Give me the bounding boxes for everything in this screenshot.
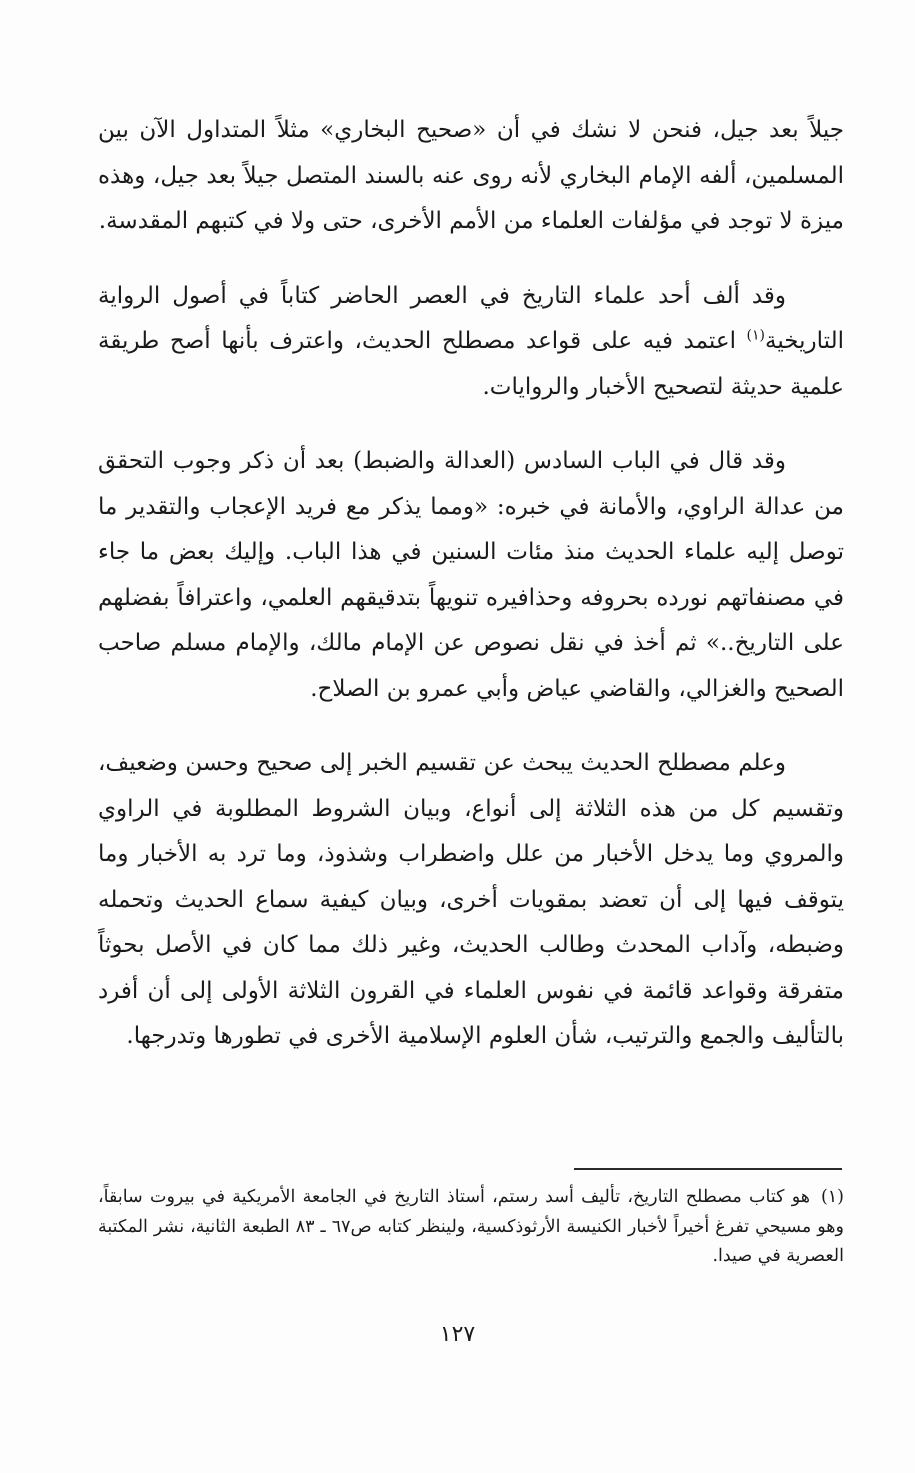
paragraph-2-before-note: وقد ألف أحد علماء التاريخ في العصر الحاضر كتاباً في أصول الرواية التاريخية (98, 282, 844, 354)
page-number: ١٢٧ (439, 1322, 476, 1347)
footnote-1 (98, 1183, 844, 1272)
footnote-text: هو كتاب مصطلح التاريخ، تأليف أسد رستم، أستاذ التاريخ في الجامعة الأمريكية في بيروت سابقاً، وهو مسيحي تفرغ أخيراً لأخبار الكنيسة الأرثوذكسية، ولينظر كتابه ص٦٧ ـ ٨٣ الطبعة الثانية، نشر المكتبة العصرية في صيدا. (98, 1187, 844, 1266)
paragraph-2 (98, 274, 844, 411)
footnote-separator (574, 1168, 842, 1170)
main-text (98, 108, 844, 1089)
footnote-number: (١) (820, 1187, 844, 1207)
paragraph-2-after-note: اعتمد فيه على قواعد مصطلح الحديث، واعترف بأنها أصح طريقة علمية حديثة لتصحيح الأخبار والروايات. (98, 328, 844, 400)
paragraph-4: وعلم مصطلح الحديث يبحث عن تقسيم الخبر إلى صحيح وحسن وضعيف، وتقسيم كل من هذه الثلاثة إلى أنواع، وبيان الشروط المطلوبة في الراوي والمروي وما يدخل الأخبار من علل واضطراب وشذوذ، وما ترد به الأخبار وما يتوقف فيها إلى أن تعضد بمقويات أخرى، وبيان كيفية سماع الحديث وتحمله وضبطه، وآداب المحدث وطالب الحديث، وغير ذلك مما كان في الأصل بحوثاً متفرقة وقواعد قائمة في نفوس العلماء في القرون الثلاثة الأولى إلى أن أفرد بالتأليف والجمع والترتيب، شأن العلوم الإسلامية الأخرى في تطورها وتدرجها. (98, 750, 844, 1049)
paragraph-3: وقد قال في الباب السادس (العدالة والضبط) بعد أن ذكر وجوب التحقق من عدالة الراوي، والأمانة في خبره: «ومما يذكر مع فريد الإعجاب والتقدير ما توصل إليه علماء الحديث منذ مئات السنين في هذا الباب. وإليك بعض ما جاء في مصنفاتهم نورده بحروفه وحذافيره تنويهاً بتدقيقهم العلمي، واعترافاً بفضلهم على التاريخ..» ثم أخذ في نقل نصوص عن الإمام مالك، والإمام مسلم صاحب الصحيح والغزالي، والقاضي عياض وأبي عمرو بن الصلاح. (98, 448, 844, 702)
footnotes (98, 1183, 844, 1272)
footnote-reference: (١) (746, 327, 766, 344)
paragraph-1: جيلاً بعد جيل، فنحن لا نشك في أن «صحيح البخاري» مثلاً المتداول الآن بين المسلمين، ألفه الإمام البخاري لأنه روى عنه بالسند المتصل جيلاً بعد جيل، وهذه ميزة لا توجد في مؤلفات العلماء من الأمم الأخرى، حتى ولا في كتبهم المقدسة. (98, 117, 844, 234)
